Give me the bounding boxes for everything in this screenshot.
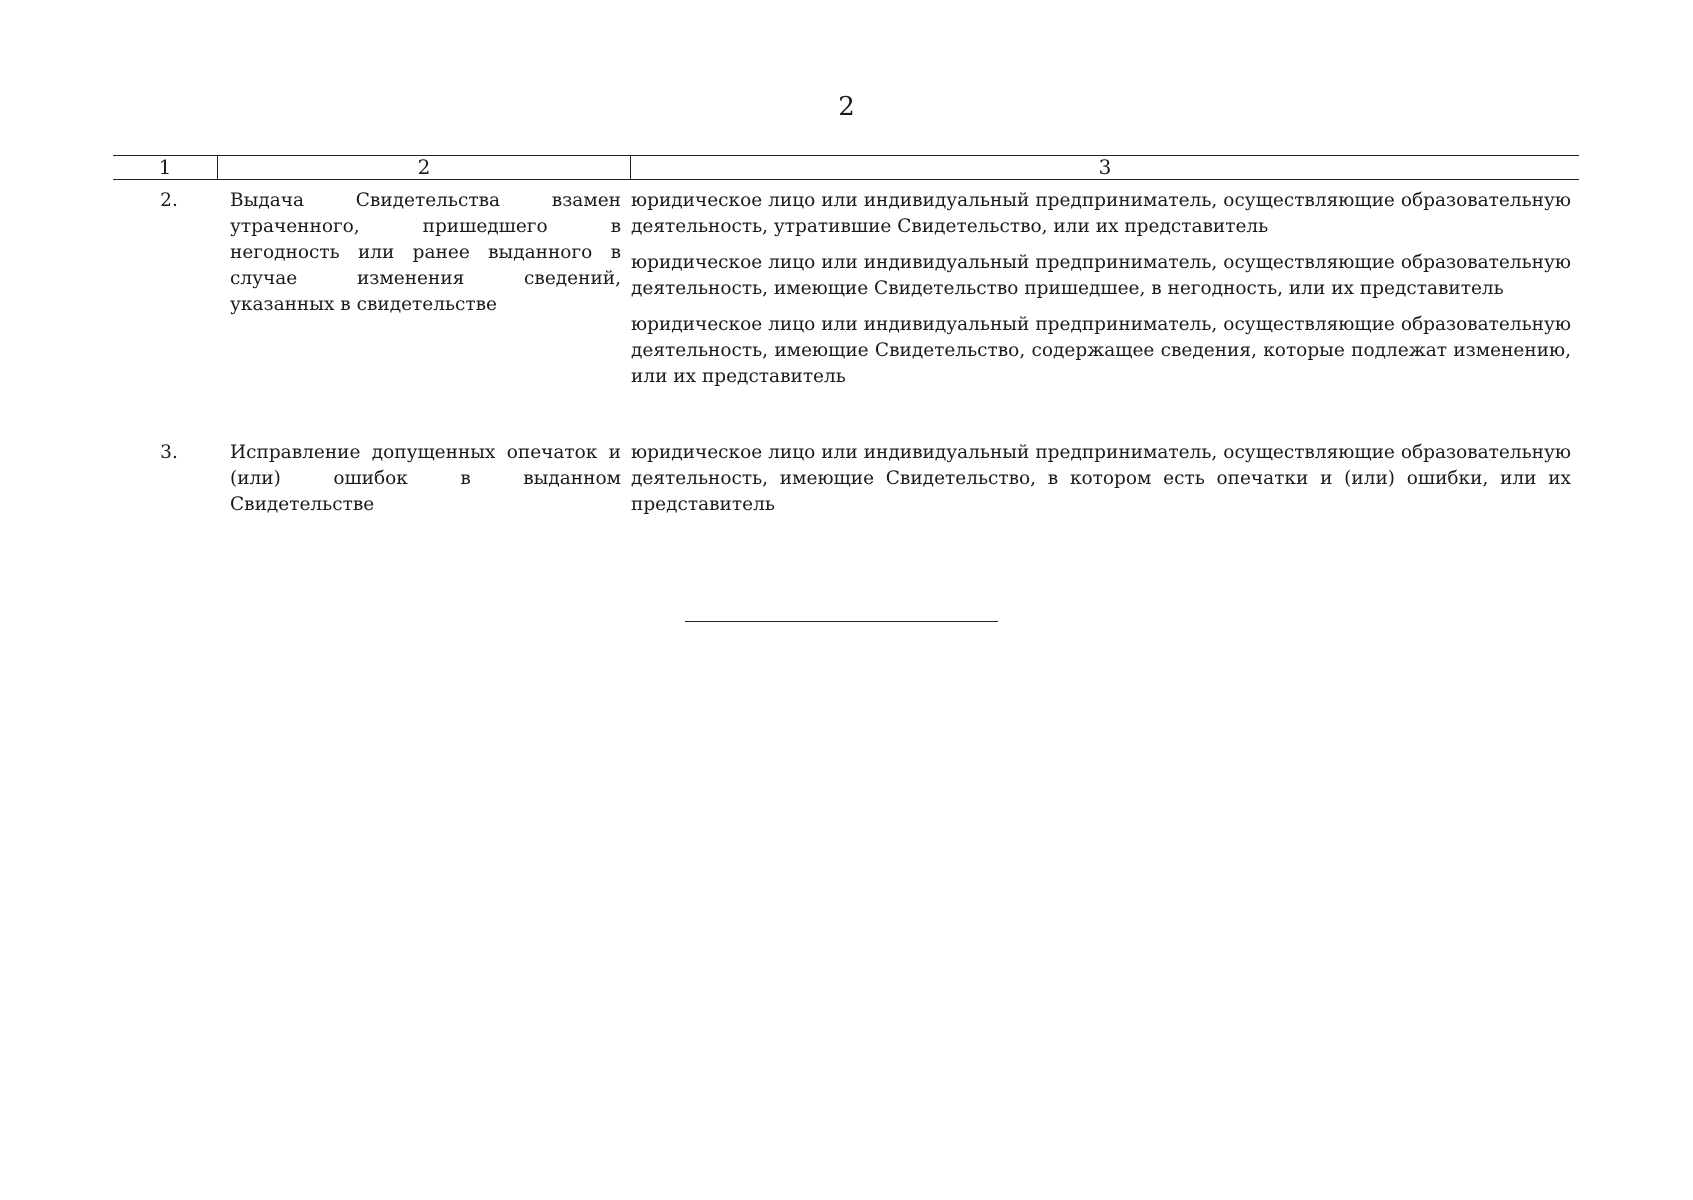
service-name: Исправление допущенных опечаток и (или) ошибок в выданном Свидетельстве xyxy=(230,442,621,515)
services-table xyxy=(113,155,1579,528)
table-row xyxy=(113,440,1579,528)
table-row xyxy=(113,188,1579,400)
applicant-description: юридическое лицо или индивидуальный предприниматель, осуществляющие образовательную деятельность, имеющие Свидетельство пришедшее, в негодность, или их представитель xyxy=(631,252,1571,299)
applicant-description: юридическое лицо или индивидуальный предприниматель, осуществляющие образовательную деятельность, утратившие Свидетельство, или их представитель xyxy=(631,190,1571,237)
column-header-1: 1 xyxy=(158,155,172,179)
column-header-2: 2 xyxy=(217,156,631,179)
applicant-description: юридическое лицо или индивидуальный предприниматель, осуществляющие образовательную деятельность, имеющие Свидетельство, содержащее сведения, которые подлежат изменению, или их представитель xyxy=(631,314,1571,387)
table-header-row xyxy=(113,155,1579,180)
end-of-document-line xyxy=(685,621,998,622)
applicants-cell xyxy=(631,188,1579,400)
service-name: Выдача Свидетельства взамен утраченного, пришедшего в негодность или ранее выданного в случае изменения сведений, указанных в свидетельстве xyxy=(230,190,621,315)
row-number: 3. xyxy=(160,442,178,463)
column-header-3: 3 xyxy=(1098,155,1112,179)
applicant-description: юридическое лицо или индивидуальный предприниматель, осуществляющие образовательную деятельность, имеющие Свидетельство, в котором есть опечатки и (или) ошибки, или их представитель xyxy=(631,442,1571,515)
page-number: 2 xyxy=(838,92,855,122)
row-number: 2. xyxy=(160,190,178,211)
applicants-cell xyxy=(631,440,1579,528)
